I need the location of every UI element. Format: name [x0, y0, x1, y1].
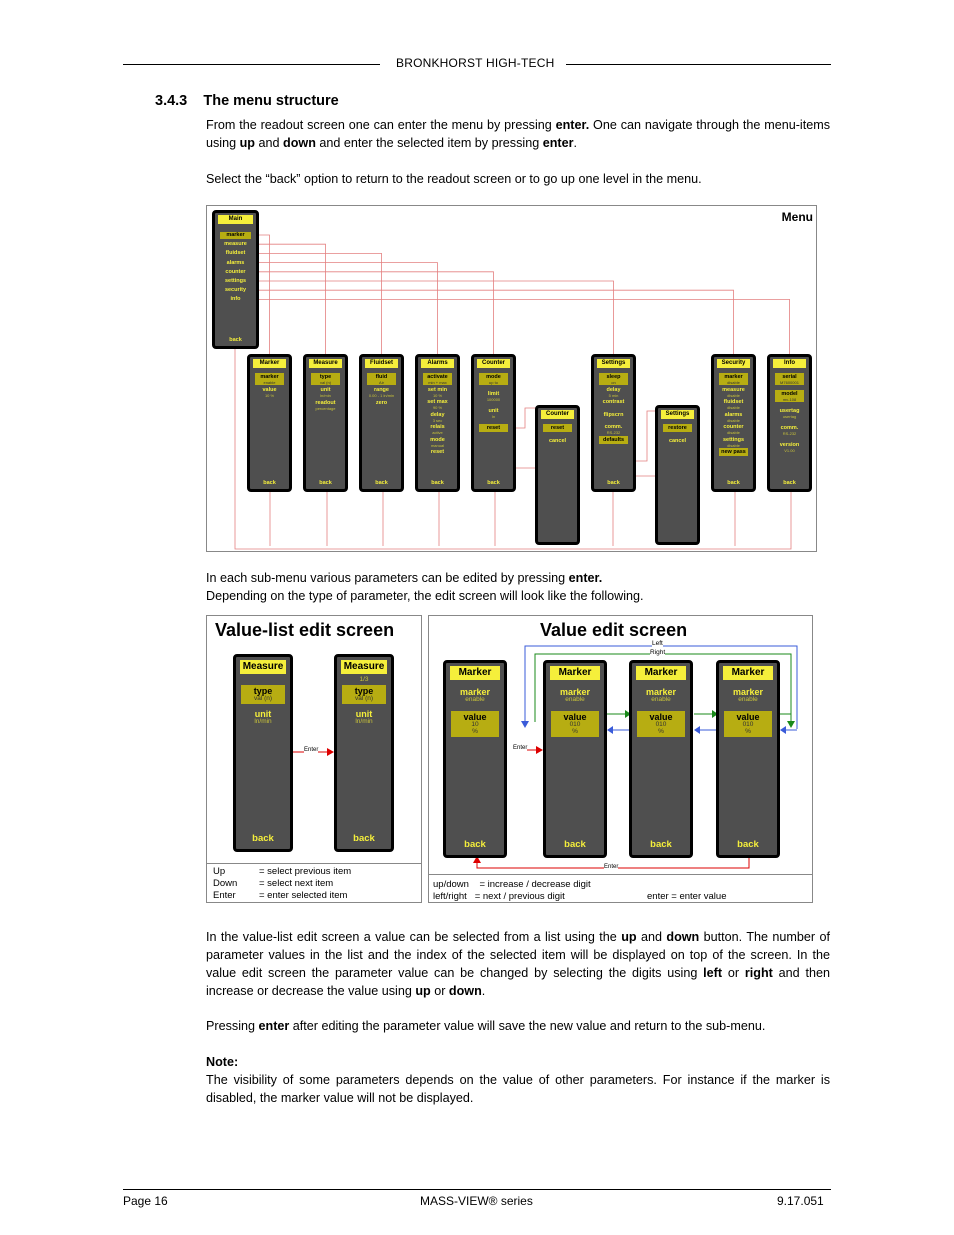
lcd-submenu[interactable]	[711, 354, 756, 492]
header-rule-right	[566, 64, 831, 65]
submenu-item[interactable]: cancel	[668, 438, 687, 444]
submenu-item-value: 10 %	[432, 392, 443, 398]
submenu-item-value: disable	[727, 430, 740, 435]
bold-text: down	[448, 984, 482, 998]
main-menu-item[interactable]: security	[224, 287, 247, 294]
section-heading: The menu structure	[203, 93, 339, 109]
back-item[interactable]: back	[487, 480, 500, 486]
bold-text: down	[283, 136, 316, 150]
lcd-title: Security	[717, 359, 750, 368]
lcd-submenu[interactable]	[591, 354, 636, 492]
value-edit-legend-3: enter = enter value	[647, 891, 727, 902]
menu-link-line	[259, 272, 494, 354]
main-menu-item[interactable]: alarms	[226, 259, 245, 266]
submenu-item[interactable]: activate	[427, 374, 448, 380]
submenu-item-value: ln/min	[320, 393, 331, 398]
value-edit-legend-2: left/right = next / previous digit	[433, 891, 565, 902]
text: or	[722, 966, 745, 980]
submenu-item[interactable]: counter	[723, 424, 744, 430]
lcd-title: Info	[773, 359, 806, 368]
footer-page: Page 16	[123, 1194, 168, 1208]
lcd-title: Measure	[309, 359, 342, 368]
submenu-item-value: 5 min	[608, 392, 619, 398]
lcd-measure-screen[interactable]	[233, 654, 293, 852]
item-marker: marker	[459, 687, 491, 697]
submenu-item[interactable]: mode	[430, 436, 445, 443]
lcd-submenu[interactable]	[535, 405, 580, 545]
bold-text: enter	[258, 1019, 290, 1033]
legend-key: Down	[213, 878, 238, 889]
submenu-item[interactable]: model	[781, 391, 798, 397]
note-text: The visibility of some parameters depends on the value of other parameters. For instance if the marker is disabled, the marker value will not be displayed.	[206, 1073, 830, 1105]
submenu-item-value: disable	[727, 405, 740, 410]
submenu-item-value: Air	[379, 380, 384, 385]
back-item[interactable]: back	[727, 480, 740, 486]
section-title	[155, 93, 339, 109]
submenu-item-value: val (n)	[319, 380, 332, 385]
submenu-item[interactable]: delay	[430, 411, 445, 418]
lcd-submenu[interactable]	[767, 354, 812, 492]
value-edit-legend-1: up/down = increase / decrease digit	[433, 879, 591, 890]
submenu-item[interactable]: limit	[487, 391, 500, 397]
back-item[interactable]: back	[431, 480, 444, 486]
lcd-title: Settings	[597, 359, 630, 368]
submenu-item[interactable]: unit	[320, 387, 331, 393]
enter-label: Enter	[513, 745, 528, 751]
submenu-item[interactable]: value	[262, 387, 277, 393]
item-value-unit: %	[572, 728, 578, 735]
submenu-item-value: percentage	[315, 406, 336, 411]
submenu-item[interactable]: usertag	[779, 408, 800, 414]
item-unit-value: ln/min	[355, 718, 373, 725]
value-list-figure	[206, 615, 422, 903]
text: and then increase or decrease the value using	[206, 966, 830, 998]
submenu-item[interactable]: marker	[724, 374, 743, 380]
submenu-item[interactable]: contrast	[602, 399, 625, 405]
back-item[interactable]: back	[650, 839, 672, 850]
item-value-digits: 010	[742, 721, 754, 728]
footer-product: MASS-VIEW® series	[420, 1194, 533, 1208]
submenu-item[interactable]: delay	[606, 386, 621, 393]
lcd-marker-screen[interactable]	[629, 660, 693, 858]
submenu-item[interactable]: fluid	[375, 374, 388, 380]
back-item[interactable]: back	[229, 337, 242, 343]
submenu-item-value: enable	[263, 380, 276, 385]
submenu-item[interactable]: fluidset	[723, 399, 744, 405]
item-value-digits: 010	[655, 721, 667, 728]
item-marker-value: enable	[651, 696, 671, 703]
back-item[interactable]: back	[737, 839, 759, 850]
back-item[interactable]: back	[353, 833, 375, 844]
text: button. The number of parameter values in the list and the index of the selected item will be displayed on top of the screen. In the value edit screen the parameter value can be changed by selecting the digits using	[206, 930, 830, 980]
bold-text: down	[666, 930, 700, 944]
lcd-title: Marker	[636, 666, 686, 680]
item-marker-value: enable	[465, 696, 485, 703]
bold-text: left	[703, 966, 723, 980]
submenu-item[interactable]: type	[319, 374, 332, 380]
lcd-submenu[interactable]	[359, 354, 404, 492]
submenu-item[interactable]: comm.	[780, 425, 799, 431]
submenu-item-value: ln	[491, 414, 496, 419]
submenu-item[interactable]: sleep	[606, 374, 621, 380]
value-edit-heading: Value edit screen	[540, 620, 688, 640]
submenu-item-value: 10 %	[264, 393, 275, 398]
item-value-unit: %	[658, 728, 664, 735]
submenu-item-value: 0.00 - 1 ln/min	[368, 393, 395, 398]
text: or	[430, 984, 449, 998]
item-marker-value: enable	[565, 696, 585, 703]
submenu-item[interactable]: reset	[486, 425, 501, 431]
submenu-item[interactable]: set max	[427, 399, 448, 405]
lcd-submenu[interactable]	[247, 354, 292, 492]
submenu-item[interactable]: relais	[430, 424, 445, 430]
text: .	[573, 136, 578, 150]
lcd-title: Settings	[661, 410, 694, 419]
submenu-item-value: up to	[489, 380, 498, 385]
item-type-value: val (n)	[253, 695, 273, 702]
submenu-item[interactable]: version	[779, 442, 800, 448]
back-item[interactable]: back	[564, 839, 586, 850]
submenu-item[interactable]: unit	[488, 408, 499, 414]
item-value: value	[463, 712, 487, 722]
item-marker: marker	[645, 687, 677, 697]
item-unit: unit	[355, 709, 373, 719]
main-menu-item[interactable]: counter	[225, 268, 246, 275]
submenu-item[interactable]: measure	[722, 386, 745, 393]
text: .	[481, 984, 486, 998]
main-menu-item[interactable]: info	[230, 296, 241, 303]
value-list-heading: Value-list edit screen	[215, 620, 395, 640]
text: and	[255, 136, 284, 150]
legend-desc: = select previous item	[259, 866, 352, 877]
header-company: BRONKHORST HIGH-TECH	[396, 56, 555, 70]
item-value-digits: 10	[471, 721, 479, 728]
edit-screen-paragraph: Depending on the type of parameter, the edit screen will look like the following.	[206, 589, 644, 603]
submenu-item[interactable]: serial	[782, 374, 797, 380]
back-item[interactable]: back	[607, 480, 620, 486]
lcd-main-menu[interactable]	[212, 210, 259, 349]
counter-reset-line	[513, 408, 535, 428]
submenu-item-value: 3 sec	[432, 417, 443, 423]
lcd-title: Counter	[541, 410, 574, 419]
main-menu-item[interactable]: marker	[226, 232, 245, 238]
list-index: 1/3	[359, 676, 369, 683]
submenu-item[interactable]: reset	[430, 449, 445, 455]
submenu-item[interactable]: restore	[668, 425, 687, 431]
submenu-item-value: active	[432, 430, 443, 435]
main-menu-item[interactable]: measure	[224, 241, 247, 248]
bold-text: up	[621, 930, 637, 944]
item-value: value	[649, 712, 673, 722]
text: One can navigate through the menu-items using	[206, 118, 830, 150]
submenu-item[interactable]: readout	[315, 400, 336, 406]
submenu-item-value: on	[611, 380, 616, 385]
back-paragraph: Select the “back” option to return to the readout screen or to go up one level in the menu.	[206, 172, 702, 186]
lcd-title: Fluidset	[365, 359, 398, 368]
submenu-item[interactable]: zero	[375, 400, 388, 406]
left-label: Left	[652, 640, 663, 647]
note-label	[206, 1053, 830, 1071]
submenu-item[interactable]: defaults	[602, 436, 625, 443]
lcd-title: Alarms	[421, 359, 454, 368]
text: In each sub-menu various parameters can be edited by pressing	[206, 571, 569, 585]
submenu-item-value: RS-232	[782, 431, 797, 436]
lcd-submenu[interactable]	[415, 354, 460, 492]
lcd-title: Marker	[550, 666, 600, 680]
footer-doc: 9.17.051	[777, 1194, 824, 1208]
menu-label: Menu	[781, 210, 813, 224]
lcd-title: Counter	[477, 359, 510, 368]
submenu-paragraph	[206, 569, 830, 587]
text: after editing the parameter value will save the new value and return to the sub-menu.	[289, 1019, 766, 1033]
intro-paragraph	[206, 116, 830, 152]
lcd-marker-screen[interactable]	[716, 660, 780, 858]
submenu-item-value: M7600001	[780, 380, 799, 385]
text: Pressing	[206, 1019, 259, 1033]
submenu-item[interactable]: new pass	[721, 449, 746, 455]
text: In the value-list edit screen a value can be selected from a list using the	[206, 930, 622, 944]
text: and	[636, 930, 667, 944]
submenu-item[interactable]: set min	[427, 386, 448, 393]
legend-key: Enter	[213, 890, 236, 901]
bold-text: Note:	[206, 1055, 239, 1069]
lcd-title: Measure	[341, 660, 387, 674]
submenu-item[interactable]: marker	[260, 374, 279, 380]
item-type: type	[354, 686, 374, 696]
submenu-item-value: mv-108	[782, 397, 797, 402]
item-value: value	[736, 712, 760, 722]
submenu-item[interactable]: range	[374, 387, 389, 393]
bold-text: enter.	[568, 571, 603, 585]
lcd-marker-screen[interactable]	[443, 660, 507, 858]
item-marker: marker	[732, 687, 764, 697]
back-item[interactable]: back	[375, 480, 388, 486]
lcd-measure-list-screen[interactable]	[334, 654, 394, 852]
back-item[interactable]: back	[252, 833, 274, 844]
save-paragraph	[206, 1017, 830, 1035]
bold-text: enter	[542, 136, 574, 150]
item-value: value	[563, 712, 587, 722]
submenu-item[interactable]: flipscrn	[603, 411, 624, 418]
item-type-value: val (n)	[354, 695, 374, 702]
lcd-title: Main	[218, 215, 253, 224]
lcd-submenu[interactable]	[471, 354, 516, 492]
item-marker-value: enable	[738, 696, 758, 703]
item-unit: unit	[254, 709, 272, 719]
right-label: Right	[650, 649, 666, 656]
submenu-item[interactable]: cancel	[548, 438, 567, 444]
main-menu-item[interactable]: fluidset	[225, 250, 246, 257]
bold-text: enter.	[555, 118, 590, 132]
enter-bottom-label: Enter	[604, 864, 619, 870]
back-item[interactable]: back	[783, 480, 796, 486]
submenu-item-value: manual	[430, 442, 445, 448]
submenu-item-value: usertag	[782, 414, 797, 419]
submenu-item-value: 90 %	[432, 405, 443, 410]
lcd-title: Marker	[253, 359, 286, 368]
submenu-item[interactable]: comm.	[604, 424, 623, 430]
menu-link-line	[259, 263, 438, 354]
lcd-submenu[interactable]	[303, 354, 348, 492]
lcd-submenu[interactable]	[655, 405, 700, 545]
menu-link-line	[259, 281, 614, 354]
lcd-title: Measure	[240, 660, 286, 674]
menu-figure	[206, 205, 817, 552]
item-marker: marker	[559, 687, 591, 697]
value-edit-figure	[428, 615, 813, 903]
submenu-item-value: disable	[727, 380, 740, 385]
submenu-item-value: min + max	[428, 380, 447, 385]
submenu-item[interactable]: settings	[722, 436, 745, 443]
enter-label: Enter	[304, 747, 319, 753]
submenu-item-value: V1.00	[784, 448, 795, 453]
edit-explanation-paragraph	[206, 928, 830, 1000]
submenu-item[interactable]: alarms	[724, 411, 743, 418]
menu-link-line	[259, 235, 270, 354]
lcd-title: Marker	[450, 666, 500, 680]
menu-link-line	[259, 299, 790, 354]
legend-desc: = select next item	[259, 878, 334, 889]
lcd-marker-screen[interactable]	[543, 660, 607, 858]
back-item[interactable]: back	[263, 480, 276, 486]
text: and enter the selected item by pressing	[315, 136, 543, 150]
bold-text: up	[415, 984, 431, 998]
bold-text: right	[744, 966, 773, 980]
submenu-item-value: disable	[727, 392, 740, 398]
text: From the readout screen one can enter the menu by pressing	[206, 118, 556, 132]
submenu-item[interactable]: mode	[486, 374, 501, 380]
back-item[interactable]: back	[464, 839, 486, 850]
bold-text: up	[239, 136, 255, 150]
item-type: type	[253, 686, 273, 696]
legend-desc: = enter selected item	[259, 890, 348, 901]
submenu-item-value: disable	[727, 442, 740, 448]
lcd-title: Marker	[723, 666, 773, 680]
submenu-item[interactable]: reset	[550, 425, 565, 431]
item-unit-value: ln/min	[254, 718, 272, 725]
item-value-unit: %	[472, 728, 478, 735]
legend-key: Up	[213, 866, 226, 877]
item-value-unit: %	[745, 728, 751, 735]
submenu-item-value: 100000	[486, 397, 501, 402]
menu-link-line	[259, 253, 382, 354]
footer-rule	[123, 1189, 831, 1190]
submenu-item-value: RS-232	[606, 430, 621, 435]
main-menu-item[interactable]: settings	[224, 278, 247, 284]
back-item[interactable]: back	[319, 480, 332, 486]
item-value-digits: 010	[569, 721, 581, 728]
submenu-item-value: disable	[727, 417, 740, 423]
header-rule-left	[123, 64, 380, 65]
section-number: 3.4.3	[155, 93, 188, 109]
